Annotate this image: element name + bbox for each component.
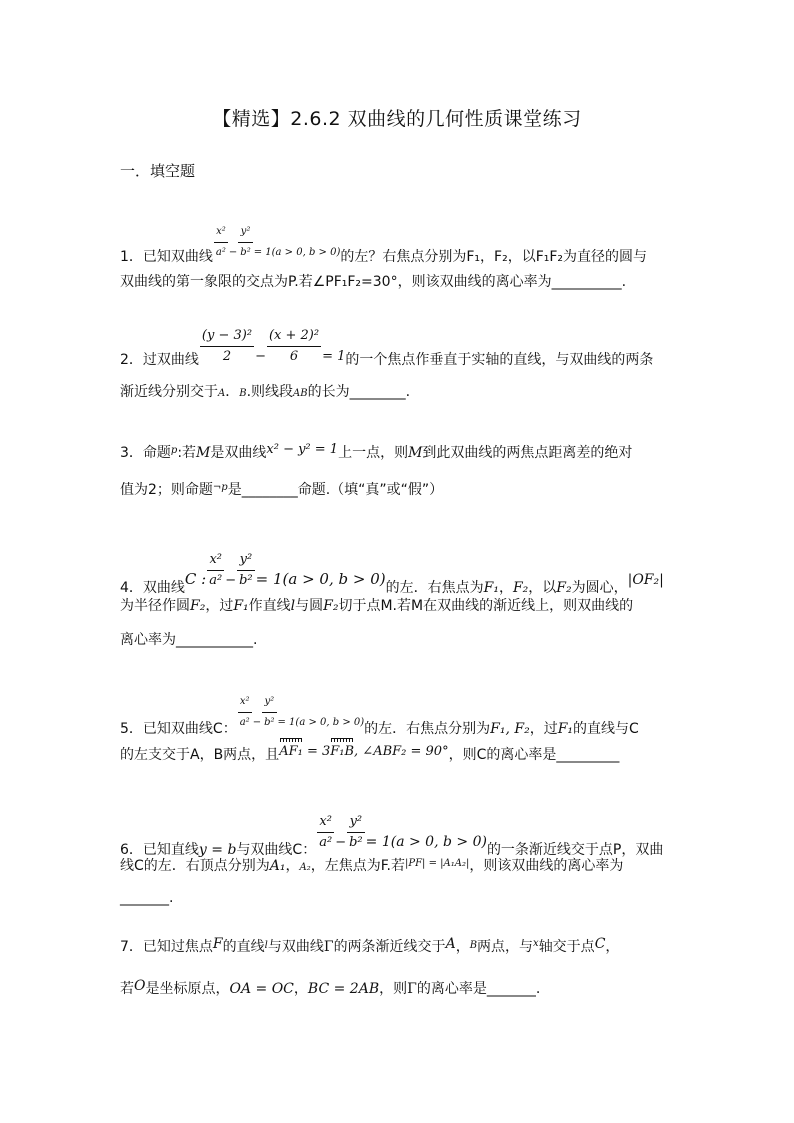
condition-formula: = 1(a > 0, b > 0) bbox=[365, 834, 487, 850]
fraction-y2-b2: $\frac{\text{y²}}{\text{b²}}$ bbox=[238, 222, 252, 263]
question-number: 1． bbox=[120, 249, 143, 265]
question-text: 的左．右焦点分别为 bbox=[364, 721, 491, 737]
line-l: l bbox=[264, 940, 268, 951]
question-text: ，过 bbox=[205, 598, 234, 614]
separator: ， bbox=[605, 939, 620, 955]
fraction-x2-a2: $\frac{\text{x²}}{\text{a²}}$ bbox=[214, 222, 228, 263]
question-text: 的直线与C bbox=[573, 721, 639, 737]
question-text: 已知直线 bbox=[142, 842, 199, 858]
abs-of2: |OF₂| bbox=[627, 572, 664, 588]
minus-sign: − bbox=[255, 349, 266, 364]
equation-rhs: = 1 bbox=[322, 349, 346, 364]
question-text: ，过 bbox=[529, 721, 558, 737]
fraction-y-minus-3: $\frac{\text{(y − 3)²}}{2}$ bbox=[201, 328, 253, 364]
vertex-a1: A₁ bbox=[269, 858, 286, 874]
line-y-b: y = b bbox=[198, 842, 237, 858]
question-text: 已知双曲线C： bbox=[142, 721, 237, 737]
question-number: 5． bbox=[120, 721, 143, 737]
question-text: 已知双曲线 bbox=[142, 249, 213, 265]
question-6-line-1 bbox=[120, 812, 663, 860]
vector-f1b: F₁B bbox=[330, 742, 354, 762]
question-4-line-3: 离心率为___________. bbox=[120, 632, 258, 648]
question-3-line-2 bbox=[120, 478, 443, 500]
question-number: 7． bbox=[120, 939, 143, 955]
question-number: 4． bbox=[120, 580, 143, 596]
question-text: 线C的左．右顶点分别为 bbox=[120, 858, 270, 874]
point-a: A bbox=[218, 388, 226, 399]
axis-x: x bbox=[533, 938, 539, 949]
fraction-y2-b2: $\frac{\text{y²}}{\text{b²}}$ bbox=[349, 814, 363, 850]
question-text: 的一条渐近线交于点P，双曲 bbox=[486, 842, 664, 858]
question-text: 到此双曲线的两焦点距离差的绝对 bbox=[422, 445, 633, 461]
minus-sign: − bbox=[228, 247, 238, 258]
equation-oa-oc: OA = OC bbox=[229, 981, 294, 997]
question-text: 的长为________. bbox=[307, 384, 411, 400]
abs-equation: |PF| = |A₁A₂| bbox=[405, 858, 470, 869]
question-text: 切于点M.若M在双曲线的渐近线上，则双曲线的 bbox=[338, 598, 634, 614]
focus-f: F bbox=[212, 936, 223, 952]
question-text: ，则该双曲线的离心率为 bbox=[469, 858, 624, 874]
fraction-x-plus-2: $\frac{\text{(x + 2)²}}{6}$ bbox=[268, 328, 320, 364]
vertex-a2: A₂ bbox=[299, 862, 311, 873]
question-5-line-1 bbox=[120, 692, 639, 739]
question-text: 的左？右焦点分别为F₁，F₂，以F₁F₂为直径的圆与 bbox=[340, 249, 648, 265]
gamma-symbol: Γ bbox=[407, 981, 417, 997]
point-a: A bbox=[445, 936, 456, 952]
vector-af1: AF₁ bbox=[279, 742, 303, 762]
point-m: M bbox=[408, 445, 423, 461]
angle-abf2: , ∠ABF₂ = 90° bbox=[354, 744, 449, 759]
focus-f2: F₂ bbox=[190, 598, 206, 614]
focus-f2: F₂ bbox=[512, 580, 529, 596]
question-text: 作直线 bbox=[248, 598, 291, 614]
question-1-line-2: 双曲线的第一象限的交点为P.若∠PF₁F₂=30°，则该双曲线的离心率为__________. bbox=[120, 274, 627, 290]
minus-sign: − bbox=[335, 835, 347, 850]
vector-equals: = 3 bbox=[302, 744, 331, 759]
separator: ． bbox=[225, 384, 240, 400]
question-text: ，则C的离心率是_________ bbox=[448, 747, 620, 763]
question-text: 为半径作圆 bbox=[120, 598, 190, 614]
question-4-line-1 bbox=[120, 550, 664, 598]
question-text: :若 bbox=[177, 445, 197, 461]
foci-f1-f2: F₁, F₂ bbox=[490, 721, 530, 737]
question-text: 的左．右焦点为 bbox=[385, 580, 484, 596]
focus-f1: F₁ bbox=[557, 721, 574, 737]
question-2-line-2 bbox=[120, 382, 410, 404]
question-text: 为圆心， bbox=[571, 580, 628, 596]
equation-bc-2ab: BC = 2AB bbox=[307, 981, 380, 997]
question-number: 3． bbox=[120, 445, 143, 461]
question-number: 2． bbox=[120, 352, 143, 368]
fraction-x2-a2: $\frac{\text{x²}}{\text{a²}}$ bbox=[319, 814, 333, 850]
question-text: ，则 bbox=[379, 981, 408, 997]
question-text: .则线段 bbox=[246, 384, 294, 400]
separator: ， bbox=[293, 981, 308, 997]
question-number: 6． bbox=[120, 842, 143, 858]
focus-f2: F₂ bbox=[556, 580, 572, 596]
question-7-line-2 bbox=[120, 976, 540, 999]
point-c: C bbox=[594, 936, 606, 952]
fraction-y2-b2: $\frac{\text{y²}}{\text{b²}}$ bbox=[239, 552, 253, 588]
minus-sign: − bbox=[252, 717, 262, 728]
page-title: 【精选】2.6.2 双曲线的几何性质课堂练习 bbox=[212, 108, 582, 130]
fraction-y2-b2: $\frac{\text{y²}}{\text{b²}}$ bbox=[262, 692, 276, 733]
minus-sign: − bbox=[225, 573, 237, 588]
question-text: 命题 bbox=[142, 445, 171, 461]
question-3-line-1 bbox=[120, 440, 632, 463]
question-text: 的一个焦点作垂直于实轴的直线，与双曲线的两条 bbox=[345, 352, 654, 368]
question-6-line-3: _______. bbox=[120, 890, 174, 906]
question-6-line-2 bbox=[120, 854, 623, 878]
focus-f2: F₂ bbox=[323, 598, 339, 614]
question-text: 是双曲线 bbox=[210, 445, 267, 461]
question-text: 过双曲线 bbox=[142, 352, 199, 368]
origin-o: O bbox=[134, 978, 146, 994]
question-text: 与圆 bbox=[295, 598, 324, 614]
question-text: 是________命题.（填“真”或“假”） bbox=[227, 482, 444, 498]
segment-ab: AB bbox=[293, 388, 308, 399]
point-b: B bbox=[469, 940, 478, 951]
condition-formula: = 1(a > 0, b > 0) bbox=[277, 717, 365, 728]
question-text: 渐近线分别交于 bbox=[120, 384, 218, 400]
question-text: 的左支交于A，B两点，且 bbox=[120, 747, 280, 763]
question-7-line-1 bbox=[120, 934, 619, 957]
fraction-x2-a2: $\frac{\text{x²}}{\text{a²}}$ bbox=[209, 552, 223, 588]
point-m: M bbox=[196, 445, 211, 461]
question-text: 的两条渐近线交于 bbox=[333, 939, 446, 955]
section-heading: 一．填空题 bbox=[120, 162, 196, 180]
question-text: 的离心率是_______. bbox=[416, 981, 541, 997]
curve-c: C : bbox=[184, 570, 207, 588]
point-b: B bbox=[239, 388, 247, 399]
condition-formula: = 1(a > 0, b > 0) bbox=[255, 570, 386, 588]
separator: ， bbox=[455, 939, 470, 955]
focus-f1: F₁ bbox=[233, 598, 249, 614]
question-text: 与双曲线 bbox=[267, 939, 324, 955]
question-4-line-2 bbox=[120, 596, 633, 616]
line-l: l bbox=[290, 598, 296, 614]
question-text: ，以 bbox=[528, 580, 557, 596]
question-2-line-1 bbox=[120, 326, 653, 370]
question-text: 若 bbox=[120, 981, 134, 997]
question-text: 已知过焦点 bbox=[142, 939, 213, 955]
question-5-line-2 bbox=[120, 742, 619, 765]
question-text: 与双曲线C： bbox=[236, 842, 317, 858]
proposition-p: p bbox=[170, 445, 178, 456]
hyperbola-equation: x² − y² = 1 bbox=[266, 442, 339, 457]
question-text: 两点，与 bbox=[477, 939, 534, 955]
question-text: 上一点，则 bbox=[338, 445, 409, 461]
separator: ， bbox=[285, 858, 300, 874]
negated-proposition: ¬p bbox=[212, 482, 228, 493]
question-text: 值为2；则命题 bbox=[120, 482, 213, 498]
focus-f1: F₁ bbox=[483, 580, 499, 596]
gamma-symbol: Γ bbox=[323, 939, 334, 955]
separator: ， bbox=[498, 580, 513, 596]
condition-formula: = 1(a > 0, b > 0) bbox=[253, 247, 341, 258]
question-text: 是坐标原点， bbox=[145, 981, 230, 997]
fraction-x2-a2: $\frac{\text{x²}}{\text{a²}}$ bbox=[238, 692, 252, 733]
question-text: ，左焦点为F.若 bbox=[310, 858, 406, 874]
question-text: 的直线 bbox=[222, 939, 265, 955]
question-text: 轴交于点 bbox=[538, 939, 595, 955]
question-text: 双曲线 bbox=[142, 580, 185, 596]
question-1-line-1 bbox=[120, 222, 647, 267]
